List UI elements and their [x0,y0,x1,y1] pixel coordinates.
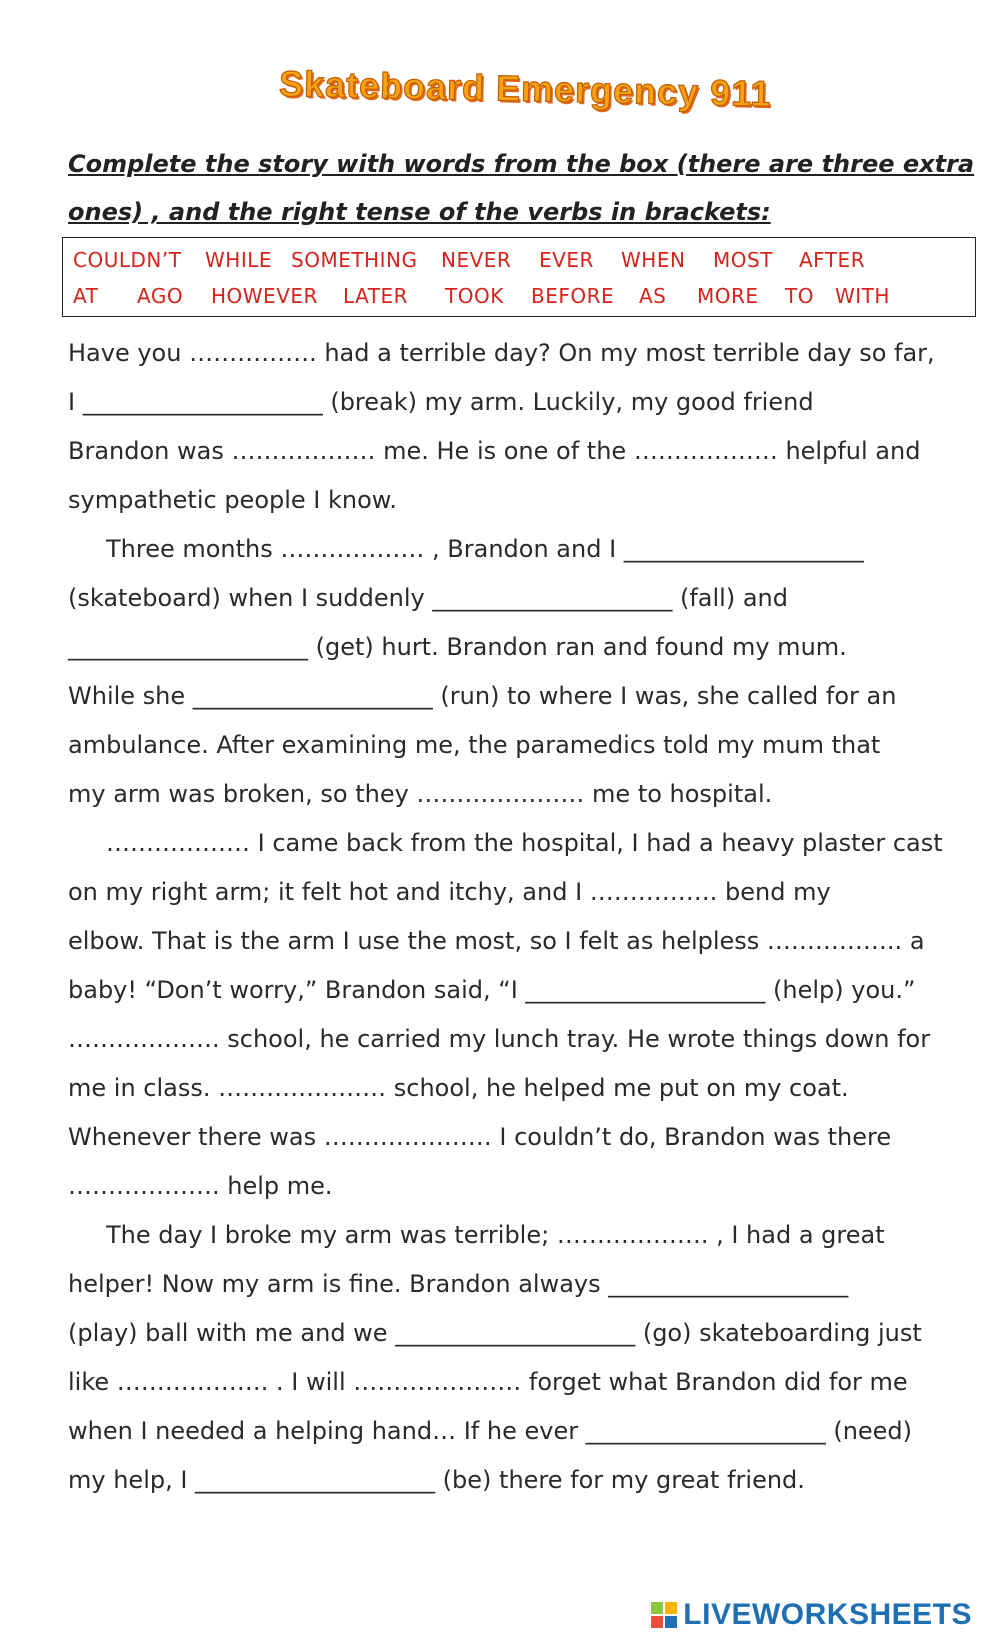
story-line: Whenever there was ………………… I couldn’t do, Brandon was there [68,1123,892,1151]
story-line: ambulance. After examining me, the paramedics told my mum that [68,731,881,759]
story-line: While she ____________________ (run) to where I was, she called for an [68,682,897,710]
story-line: when I needed a helping hand… If he ever ____________________ (need) [68,1417,913,1445]
word-option: HOWEVER [211,284,318,308]
word-option: BEFORE [531,284,615,308]
story-line: my help, I ____________________ (be) there for my great friend. [68,1466,805,1494]
instructions-line: ones) , and the right tense of the verbs in brackets: [68,198,771,226]
word-option: AT [73,284,99,308]
story-line: ____________________ (get) hurt. Brandon ran and found my mum. [68,633,847,661]
story-line: I ____________________ (break) my arm. Luckily, my good friend [68,388,814,416]
story-line: Have you ……………. had a terrible day? On my most terrible day so far, [68,339,935,367]
word-option: WITH [835,284,890,308]
liveworksheets-brand: LIVEWORKSHEETS [683,1598,972,1631]
liveworksheets-footer [651,1595,972,1635]
word-option: WHEN [621,248,686,272]
story-line: ………………. school, he carried my lunch tray. He wrote things down for [68,1025,931,1053]
word-option: WHILE [205,248,272,272]
story-line: helper! Now my arm is fine. Brandon always ____________________ [68,1270,849,1298]
word-option: AFTER [799,248,866,272]
instructions-line: Complete the story with words from the box (there are three extra [68,150,975,178]
worksheet-title: Skateboard Emergency 911 [278,62,772,115]
word-option: AGO [137,284,184,308]
word-option: MOST [713,248,773,272]
story-line: elbow. That is the arm I use the most, so I felt as helpless …………….. a [68,927,925,955]
story-line: (play) ball with me and we ____________________ (go) skateboarding just [68,1319,922,1347]
word-option: MORE [697,284,759,308]
word-option: TOOK [445,284,504,308]
story-line: like ………………. . I will ………………… forget what Brandon did for me [68,1368,908,1396]
word-option: SOMETHING [291,248,418,272]
word-option: NEVER [441,248,512,272]
word-box [62,237,976,317]
instructions [68,140,975,236]
word-option: AS [639,284,667,308]
story-line: ………………. help me. [68,1172,333,1200]
story-line: The day I broke my arm was terrible; ………………. , I had a great [106,1221,885,1249]
story-line: ……………… I came back from the hospital, I had a heavy plaster cast [106,829,943,857]
word-option: COULDN’T [73,248,182,272]
story-line: Three months ……………… , Brandon and I ____________________ [106,535,864,563]
story-line: sympathetic people I know. [68,486,397,514]
story-line: my arm was broken, so they ………………… me to hospital. [68,780,773,808]
word-option: LATER [343,284,408,308]
story-line: me in class. ………………… school, he helped me put on my coat. [68,1074,849,1102]
liveworksheets-logo-icon [651,1602,677,1628]
story-line: baby! “Don’t worry,” Brandon said, “I ____________________ (help) you.” [68,976,916,1004]
story-text [68,329,958,1505]
word-option: EVER [539,248,594,272]
word-option: TO [785,284,814,308]
story-line: on my right arm; it felt hot and itchy, and I ……………. bend my [68,878,831,906]
story-line: (skateboard) when I suddenly ____________________ (fall) and [68,584,788,612]
story-line: Brandon was ……………… me. He is one of the ……………… helpful and [68,437,921,465]
